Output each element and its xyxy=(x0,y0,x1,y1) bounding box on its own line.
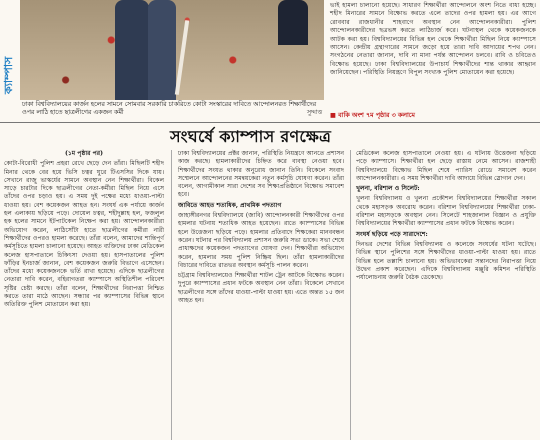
news-photo xyxy=(20,0,324,100)
column-text: ঢাকা বিশ্ববিদ্যালয়ের প্রক্টর জানান, পরিস্থিতি নিয়ন্ত্রণে আনতে প্রশাসন কাজ করছে। হামলাকারীদের চিহ্নিত করে ব্যবস্থা নেওয়া হবে। শিক্ষার্থীদের সংযত থাকার অনুরোধ জানান তিনি। বিকেলে সংবাদ সম্মেলনে আন্দোলনের সমন্বয়কেরা নতুন কর্মসূচি ঘোষণা করেন। তাঁরা বলেন, আগামীকাল সারা দেশের সব শিক্ষাপ্রতিষ্ঠানে বিক্ষোভ সমাবেশ হবে। xyxy=(178,150,344,199)
caption-text: ঢাকা বিশ্ববিদ্যালয়ের কার্জন হলের সামনে সোমবার সরকারি চাকরিতে কোটা সংস্কারের দাবিতে আন্দোলনরত শিক্ষার্থীদের ওপর লাঠি হাতে ছাত্রলীগের একজন কর্মী xyxy=(22,101,317,116)
photo-caption xyxy=(22,101,322,117)
divider xyxy=(0,122,540,123)
column-subhead: সংঘর্ষ ছড়িয়ে পড়ে সারাদেশে: xyxy=(356,230,428,238)
column-subhead: জাবিতে আহত শতাধিক, প্রাথমিক পদত্যাগ xyxy=(178,201,282,209)
column-divider xyxy=(171,150,172,440)
person-figure xyxy=(115,0,149,100)
column-text: জাহাঙ্গীরনগর বিশ্ববিদ্যালয়ে (জাবি) আন্দোলনকারী শিক্ষার্থীদের ওপর হামলার ঘটনায় শতাধিক আহত হয়েছেন। রাতে ক্যাম্পাসের বিভিন্ন হলে উত্তেজনা ছড়িয়ে পড়ে। হামলার প্রতিবাদে শিক্ষকেরা মানববন্ধন করেন। ঘটনার পর বিশ্ববিদ্যালয় প্রশাসন জরুরি সভা ডাকে। সভা শেষে প্রাধ্যক্ষদের কয়েকজন পদত্যাগের ঘোষণা দেন। শিক্ষার্থীরা অভিযোগ করেন, হামলার সময় পুলিশ নিষ্ক্রিয় ছিল। তাঁরা হামলাকারীদের বিচারের দাবিতে রাতভর অবস্থান কর্মসূচি পালন করেন। xyxy=(178,212,344,269)
continued-note: ■ বাকি অংশ ৭ম পৃষ্ঠার ৩ কলামে xyxy=(330,112,415,119)
column-text: মেডিকেল কলেজ হাসপাতালে নেওয়া হয়। এ ঘটনায় উত্তেজনা ছড়িয়ে পড়ে ক্যাম্পাসে। শিক্ষার্থীরা হল ছেড়ে রাস্তায় নেমে আসেন। রাজশাহী বিশ্ববিদ্যালয়ে বিক্ষোভ মিছিল শেষে প্যারিস রোডে সমাবেশ করেন আন্দোলনকারীরা। এ সময় শিক্ষার্থীরা দাবি আদায়ে বিভিন্ন স্লোগান দেন। xyxy=(356,150,536,182)
column-text: কোটা-বিরোধী পুলিশ প্রহরা রেখে ছেড়ে দেন তাঁরা। মিছিলটি শহীদ মিনার থেকে বের হয়ে ভিসি চত্বর ঘুরে টিএসসির দিকে যায়। সেখানে রাজু ভাস্কর্যের সামনে অবস্থান নেন শিক্ষার্থীরা। বিকেল সাড়ে চারটার দিকে ছাত্রলীগের নেতা-কর্মীরা মিছিল নিয়ে এসে তাঁদের ওপর চড়াও হয়। এ সময় দুই পক্ষের মধ্যে ধাওয়া-পাল্টা ধাওয়া হয়। বেশ কয়েকজন আহত হন। সংঘর্ষ এক পর্যায়ে কার্জন হল এলাকায় ছড়িয়ে পড়ে। দোয়েল চত্বর, শহীদুল্লাহ হল, ফজলুল হক হলের সামনে ইটপাটকেল নিক্ষেপ করা হয়। আন্দোলনকারীরা অভিযোগ করেন, লাঠিসোঁটা হাতে ছাত্রলীগের কর্মীরা নারী শিক্ষার্থীদের ওপরও হামলা করেছে। তাঁরা বলেন, আমাদের শান্তিপূর্ণ কর্মসূচিতে হামলা চালানো হয়েছে। আহত ব্যক্তিদের ঢাকা মেডিকেল কলেজ হাসপাতালে চিকিৎসা দেওয়া হয়। হাসপাতালের পুলিশ ফাঁড়ির ইনচার্জ জানান, বেশ কয়েকজন জরুরি বিভাগে এসেছেন। তাঁদের মধ্যে কয়েকজনকে ভর্তি রাখা হয়েছে। এদিকে ছাত্রলীগের নেতারা দাবি করেন, বহিরাগতরা ক্যাম্পাসে অস্থিতিশীল পরিবেশ সৃষ্টির চেষ্টা করছে। তাঁরা বলেন, শিক্ষার্থীদের নিরাপত্তা নিশ্চিত করতে তারা মাঠে আছেন। সন্ধ্যার পর ক্যাম্পাসের বিভিন্ন স্থানে অতিরিক্ত পুলিশ মোতায়েন করা হয়। xyxy=(4,160,165,309)
column-subhead: খুলনা, বরিশাল ও সিলেট: xyxy=(356,185,420,193)
column-1 xyxy=(4,150,164,312)
person-figure xyxy=(148,0,176,100)
column-divider xyxy=(350,150,351,440)
column-3 xyxy=(356,150,536,284)
person-figure xyxy=(278,0,308,45)
headline: সংঘর্ষে ক্যাম্পাস রণক্ষেত্র xyxy=(170,127,332,146)
column-text: চট্টগ্রাম বিশ্ববিদ্যালয়েও শিক্ষার্থীরা শাটল ট্রেন আটকে বিক্ষোভ করেন। দুপুরে ক্যাম্পাসের প্রধান ফটকে অবস্থান নেন তাঁরা। বিকেলে সেখানে ছাত্রলীগের সঙ্গে তাঁদের ধাওয়া-পাল্টা ধাওয়া হয়। এতে অন্তত ১৫ জন আহত হন। xyxy=(178,272,344,305)
section-label: ক্যাম্পাস xyxy=(2,56,15,94)
column-lead: (১ম পৃষ্ঠার পর) xyxy=(64,150,104,157)
column-text: খুলনা বিশ্ববিদ্যালয় ও খুলনা প্রকৌশল বিশ্ববিদ্যালয়ের শিক্ষার্থীরা সকাল থেকে মহাসড়ক অবরোধ করেন। বরিশাল বিশ্ববিদ্যালয়ের শিক্ষার্থীরা ঢাকা-বরিশাল মহাসড়কে অবস্থান নেন। সিলেটে শাহজালাল বিজ্ঞান ও প্রযুক্তি বিশ্ববিদ্যালয়ের শিক্ষার্থীরা ক্যাম্পাসের প্রধান ফটকে বিক্ষোভ করেন। xyxy=(356,195,536,228)
photo-credit: সুদ্দাত্ত xyxy=(306,109,322,116)
column-2 xyxy=(178,150,344,307)
column-text: দিনভর দেশের বিভিন্ন বিশ্ববিদ্যালয় ও কলেজে সংঘর্ষের ঘটনা ঘটেছে। বিভিন্ন স্থানে পুলিশের সঙ্গে শিক্ষার্থীদের ধাওয়া-পাল্টা ধাওয়া হয়। রাতে বিভিন্ন হলে তল্লাশি চালানো হয়। অভিভাবকেরা সন্তানদের নিরাপত্তা নিয়ে উদ্বেগ প্রকাশ করেছেন। এদিকে বিশ্ববিদ্যালয় মঞ্জুরি কমিশন পরিস্থিতি পর্যালোচনায় জরুরি বৈঠক ডেকেছে। xyxy=(356,240,536,282)
top-right-article: ভাই হামলা চালানো হয়েছে। সাধারণ শিক্ষার্থীরা আন্দোলনে অংশ নিতে বাধ্য হচ্ছে। শহীদ মিনারের সামনে বিক্ষোভ করতে এলে তাদের ওপর হামলা হয়। এর আগে রোববার রাজধানীর শাহবাগে অবস্থান নেন আন্দোলনকারীরা। পুলিশ আন্দোলনকারীদের ছত্রভঙ্গ করতে লাঠিচার্জ করে। ঘটনাস্থল থেকে কয়েকজনকে আটক করা হয়। বিশ্ববিদ্যালয়ের বিভিন্ন হল থেকে শিক্ষার্থীরা মিছিল নিয়ে ক্যাম্পাসে আসেন। কেন্দ্রীয় গ্রন্থাগারের সামনে জড়ো হয়ে তারা দাবি আদায়ের শপথ নেন। সংগঠনের নেতারা জানান, দাবি না মানা পর্যন্ত আন্দোলন চলবে। রাবি ও চবিতেও বিক্ষোভ হয়েছে। ঢাকা বিশ্ববিদ্যালয়ের উপাচার্য শিক্ষার্থীদের শান্ত থাকার আহ্বান জানিয়েছেন। পরিস্থিতি নিয়ন্ত্রণে বিপুল সংখ্যক পুলিশ মোতায়েন করা হয়েছে। xyxy=(330,2,536,77)
